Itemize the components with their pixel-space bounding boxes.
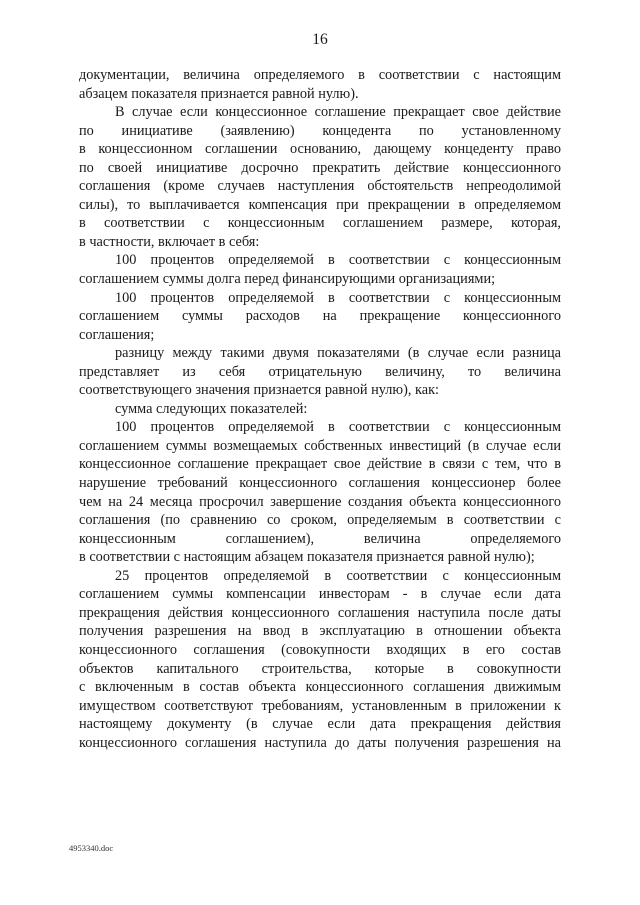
- text-line: сумма следующих показателей:: [115, 400, 308, 417]
- text-line: концессионного соглашения (совокупности входящих в его состав: [79, 641, 561, 658]
- text-line: соглашения;: [79, 326, 155, 343]
- text-line: с включенным в состав объекта концессионного соглашения движимым: [79, 679, 561, 696]
- text-line: разницу между такими двумя показателями (в случае если разница: [115, 345, 561, 362]
- paragraph: [79, 289, 561, 345]
- paragraph: [79, 344, 561, 400]
- page-number: 16: [312, 31, 328, 48]
- paragraph: [79, 66, 561, 103]
- text-line: в частности, включает в себя:: [79, 233, 260, 250]
- text-line: соглашением суммы возмещаемых собственных инвестиций (в случае если: [79, 437, 561, 454]
- text-line: имуществом соответствуют требованиям, установленным в приложении к: [79, 697, 561, 714]
- text-line: по инициативе (заявлению) концедента по установленному: [79, 122, 561, 139]
- file-name-footer: 4953340.doc: [69, 843, 114, 853]
- text-line: в соответствии с настоящим абзацем показателя признается равной нулю);: [79, 549, 535, 566]
- text-line: в соответствии с концессионным соглашением размере, которая,: [79, 215, 561, 232]
- text-line: соглашением суммы долга перед финансирующими организациями;: [79, 271, 496, 288]
- text-line: соответствующего значения признается равной нулю), как:: [79, 382, 439, 399]
- text-line: 100 процентов определяемой в соответствии с концессионным: [115, 419, 561, 436]
- text-line: концессионного соглашения наступила до даты получения разрешения на: [79, 734, 561, 751]
- text-line: по своей инициативе досрочно прекратить действие концессионного: [79, 159, 561, 176]
- text-line: представляет из себя отрицательную величину, то величина: [79, 363, 561, 380]
- text-line: силы), то выплачивается компенсация при прекращении в определяемом: [79, 196, 561, 213]
- paragraph: [79, 400, 561, 419]
- text-line: концессионным соглашением), величина определяемого: [79, 530, 561, 547]
- text-line: чем на 24 месяца просрочил завершение создания объекта концессионного: [79, 493, 561, 510]
- text-line: 25 процентов определяемой в соответствии с концессионным: [115, 567, 561, 584]
- paragraph: [79, 567, 561, 752]
- text-line: объектов капитального строительства, которые в совокупности: [79, 660, 561, 677]
- text-line: соглашения (кроме случаев наступления обстоятельств непреодолимой: [79, 178, 561, 195]
- document-body: [79, 66, 561, 752]
- text-line: концессионное соглашение прекращает свое действие в связи с тем, что в: [79, 456, 561, 473]
- text-line: 100 процентов определяемой в соответствии с концессионным: [115, 252, 561, 269]
- paragraph: [79, 418, 561, 566]
- text-line: получения разрешения на ввод в эксплуатацию в отношении объекта: [79, 623, 561, 640]
- paragraph: [79, 251, 561, 288]
- text-line: абзацем показателя признается равной нулю).: [79, 85, 359, 102]
- text-line: соглашением суммы компенсации инвесторам - в случае если дата: [79, 586, 561, 603]
- text-line: документации, величина определяемого в соответствии с настоящим: [79, 67, 561, 83]
- text-line: соглашения (по сравнению со сроком, определяемым в соответствии с: [79, 512, 561, 529]
- text-line: в концессионном соглашении основанию, дающему концеденту право: [79, 141, 561, 158]
- text-line: настоящему документу (в случае если дата прекращения действия: [79, 716, 561, 733]
- text-line: 100 процентов определяемой в соответствии с концессионным: [115, 289, 561, 306]
- text-line: В случае если концессионное соглашение прекращает свое действие: [115, 104, 561, 121]
- paragraph: [79, 103, 561, 251]
- text-line: соглашением суммы расходов на прекращение концессионного: [79, 308, 561, 325]
- text-line: прекращения действия концессионного соглашения наступила после даты: [79, 604, 561, 621]
- text-line: нарушение требований концессионного соглашения концессионер более: [79, 475, 561, 492]
